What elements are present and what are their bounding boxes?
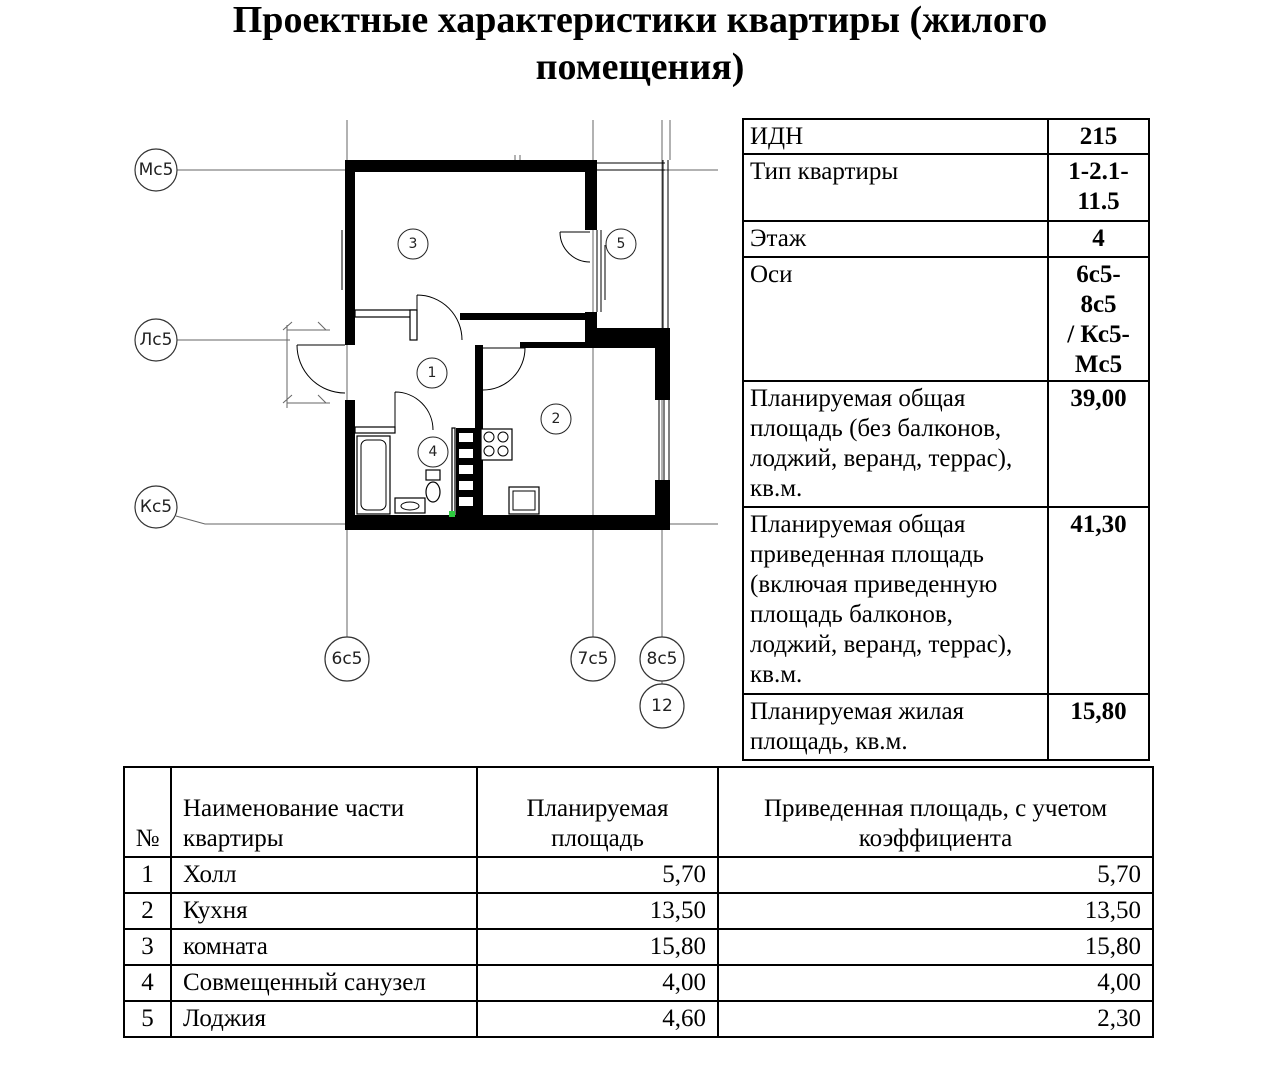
cell-num: 2: [124, 893, 171, 929]
page-title-line-2: помещения): [535, 46, 745, 88]
table-header-row: [124, 767, 1153, 857]
page-title: [0, 0, 1280, 91]
wall-bathroom-right: [452, 428, 455, 515]
cell-planned: 4,60: [477, 1001, 718, 1037]
summary-row-total-area: [743, 381, 1149, 507]
room-door: [417, 295, 462, 340]
summary-value-line: 1-2.1-: [1068, 158, 1129, 185]
summary-label: ИДН: [743, 119, 1048, 154]
cell-name: Совмещенный санузел: [171, 965, 477, 1001]
axis-bubble-7c5: [571, 637, 615, 681]
summary-value-line: / Кс5-: [1067, 321, 1130, 348]
summary-row-idn: [743, 119, 1149, 154]
page-title-line-1: Проектные характеристики квартиры (жилого: [232, 0, 1048, 41]
cell-name: Лоджия: [171, 1001, 477, 1037]
summary-value: 39,00: [1048, 381, 1149, 507]
cell-reduced: 5,70: [718, 857, 1153, 893]
wall-room-loggia-upper: [585, 160, 597, 230]
header-planned-area: Планируемая площадь: [477, 767, 718, 857]
cabinet-cell: [459, 481, 473, 490]
axis-bubble-kc5: [135, 486, 177, 528]
loggia-door: [560, 232, 590, 262]
axis-label: 7с5: [577, 649, 609, 669]
cabinet-cell: [459, 465, 473, 474]
axis-bubble-mc5: [135, 149, 177, 191]
summary-label: Этаж: [743, 221, 1048, 257]
wall-room-bottom-left: [355, 310, 415, 317]
cell-planned: 13,50: [477, 893, 718, 929]
axis-bubble-lc5: [135, 319, 177, 361]
summary-label: Тип квартиры: [743, 154, 1048, 221]
summary-label: Планируемая жилая площадь, кв.м.: [743, 694, 1048, 760]
summary-value: 41,30: [1048, 507, 1149, 694]
kitchen-window: [659, 400, 669, 480]
room-marker-room: [398, 229, 428, 259]
cell-reduced: 13,50: [718, 893, 1153, 929]
washbasin: [395, 498, 425, 513]
wall-left-upper: [345, 160, 355, 345]
entry-door: [297, 345, 345, 393]
cell-num: 4: [124, 965, 171, 1001]
table-row: [124, 929, 1153, 965]
summary-value-line: Мс5: [1074, 351, 1123, 378]
apartment-summary-table: [742, 118, 1150, 761]
summary-row-type: [743, 154, 1149, 221]
wall-top: [345, 160, 597, 172]
room-marker-kitchen: [541, 404, 571, 434]
wall-kitchen-top: [520, 342, 655, 348]
summary-label: Планируемая общая площадь (без балконов, лоджий, веранд, террас), кв.м.: [743, 381, 1048, 507]
cell-planned: 4,00: [477, 965, 718, 1001]
doors: [297, 232, 590, 430]
summary-label: Планируемая общая приведенная площадь (включая приведенную площадь балконов, лоджий, веранд, террас), кв.м.: [743, 507, 1048, 694]
summary-row-floor: [743, 221, 1149, 257]
summary-value: 15,80: [1048, 694, 1149, 760]
wall-kitchen-right-lower: [655, 480, 670, 530]
room-marker-loggia: [606, 229, 636, 259]
floor-plan: [120, 110, 730, 740]
cell-reduced: 15,80: [718, 929, 1153, 965]
room-marker-hall: [417, 358, 447, 388]
toilet-bowl: [426, 482, 440, 502]
axis-bubble-6c5: [325, 637, 369, 681]
wall-left-lower: [345, 400, 355, 530]
summary-row-living-area: [743, 694, 1149, 760]
header-name: Наименование части квартиры: [171, 767, 477, 857]
axis-label: 6с5: [331, 649, 363, 669]
cell-num: 3: [124, 929, 171, 965]
summary-value: 215: [1048, 119, 1149, 154]
cell-reduced: 4,00: [718, 965, 1153, 1001]
summary-value: [1048, 154, 1149, 221]
section-label: 12: [651, 696, 673, 716]
table-row: [124, 965, 1153, 1001]
summary-value: 4: [1048, 221, 1149, 257]
cell-name: комната: [171, 929, 477, 965]
apartment-parts-table: [123, 766, 1154, 1038]
wall-kitchen-right-upper: [655, 328, 670, 400]
room-number: 4: [428, 444, 438, 460]
cabinet-cell: [459, 433, 473, 442]
wall-bottom: [345, 515, 670, 530]
room-number: 1: [427, 365, 437, 381]
header-num: №: [124, 767, 171, 857]
room-number: 5: [616, 236, 626, 252]
room-number: 2: [551, 411, 561, 427]
axis-label: Кс5: [139, 497, 173, 517]
dimension-mark: [283, 322, 330, 408]
section-bubble: [640, 684, 684, 728]
walls: [345, 160, 670, 530]
bathtub: [357, 436, 390, 514]
room-number: 3: [408, 236, 418, 252]
header-reduced-area: Приведенная площадь, с учетом коэффициента: [718, 767, 1153, 857]
summary-label: Оси: [743, 257, 1048, 381]
axis-bubble-8c5: [640, 637, 684, 681]
fixtures: [357, 428, 539, 517]
summary-value-line: 6с5-8с5: [1076, 261, 1121, 318]
summary-row-axes: [743, 257, 1149, 381]
cabinet-cell: [459, 449, 473, 458]
summary-value: [1048, 257, 1149, 381]
wall-bathroom-top: [355, 427, 395, 433]
axis-label: Мс5: [138, 160, 174, 180]
table-row: [124, 893, 1153, 929]
wall-pier: [410, 310, 417, 340]
riser-marker: [449, 511, 455, 517]
cell-name: Кухня: [171, 893, 477, 929]
bathroom-door: [395, 392, 433, 430]
toilet-tank: [426, 470, 440, 480]
cabinet-cell: [459, 497, 473, 506]
axis-label: 8с5: [646, 649, 678, 669]
loggia-window: [597, 230, 605, 312]
cell-num: 5: [124, 1001, 171, 1037]
axis-label: Лс5: [139, 330, 173, 350]
cell-planned: 5,70: [477, 857, 718, 893]
loggia-right-line: [663, 160, 668, 328]
cell-num: 1: [124, 857, 171, 893]
loggia-top-line: [597, 163, 665, 170]
kitchen-door: [483, 348, 525, 390]
cell-name: Холл: [171, 857, 477, 893]
cell-reduced: 2,30: [718, 1001, 1153, 1037]
table-row: [124, 857, 1153, 893]
summary-row-reduced-area: [743, 507, 1149, 694]
wall-room-bottom-right: [460, 313, 585, 320]
summary-value-line: 11.5: [1077, 188, 1120, 215]
room-marker-bathroom: [418, 437, 448, 467]
table-row: [124, 1001, 1153, 1037]
cell-planned: 15,80: [477, 929, 718, 965]
axis-grid: [176, 120, 718, 684]
